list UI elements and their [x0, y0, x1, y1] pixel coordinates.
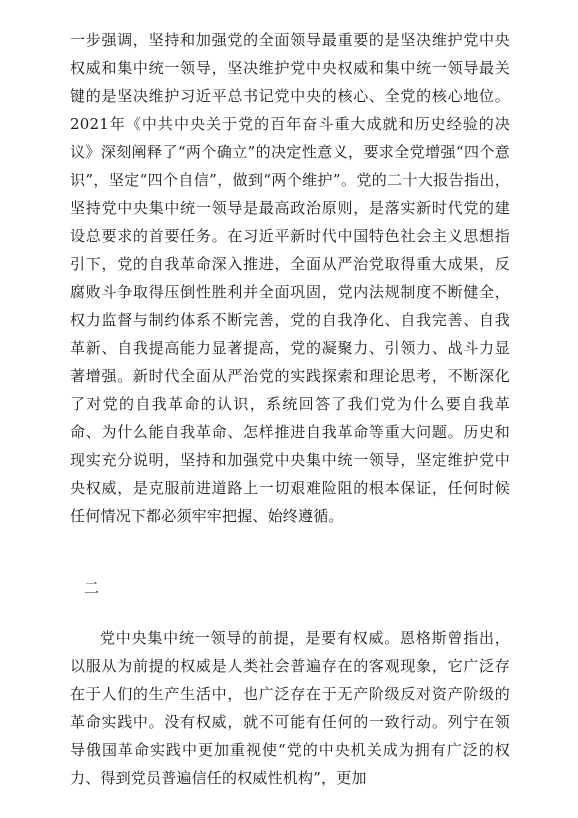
- body-paragraph-1: 一步强调，坚持和加强党的全面领导最重要的是坚决维护党中央权威和集中统一领导，坚决维护党中央权威和集中统一领导最关键的是坚决维护习近平总书记党中央的核心、全党的核心地位。2021年《中共中央关于党的百年奋斗重大成就和历史经验的决议》深刻阐释了“两个确立”的决定性意义，要求全党增强“四个意识”，坚定“四个自信”，做到“两个维护”。党的二十大报告指出，坚持党中央集中统一领导是最高政治原则，是落实新时代党的建设总要求的首要任务。在习近平新时代中国特色社会主义思想指引下，党的自我革命深入推进，全面从严治党取得重大成果，反腐败斗争取得压倒性胜利并全面巩固，党内法规制度不断健全，权力监督与制约体系不断完善，党的自我净化、自我完善、自我革新、自我提高能力显著提高，党的凝聚力、引领力、战斗力显著增强。新时代全面从严治党的实践探索和理论思考，不断深化了对党的自我革命的认识，系统回答了我们党为什么要自我革命、为什么能自我革命、怎样推进自我革命等重大问题。历史和现实充分说明，坚持和加强党中央集中统一领导，坚定维护党中央权威，是克服前进道路上一切艰难险阻的根本保证，任何时候任何情况下都必须牢牢把握、始终遵循。: [70, 31, 510, 525]
- body-paragraph-2: 党中央集中统一领导的前提，是要有权威。恩格斯曾指出，以服从为前提的权威是人类社会普遍存在的客观现象，它广泛存在于人们的生产生活中，也广泛存在于无产阶级反对资产阶级的革命实践中。没有权威，就不可能有任何的一致行动。列宁在领导俄国革命实践中更加重视使“党的中央机关成为拥有广泛的权力、得到党员普遍信任的权威性机构”，更加: [70, 629, 510, 787]
- section-heading: 二: [84, 579, 100, 597]
